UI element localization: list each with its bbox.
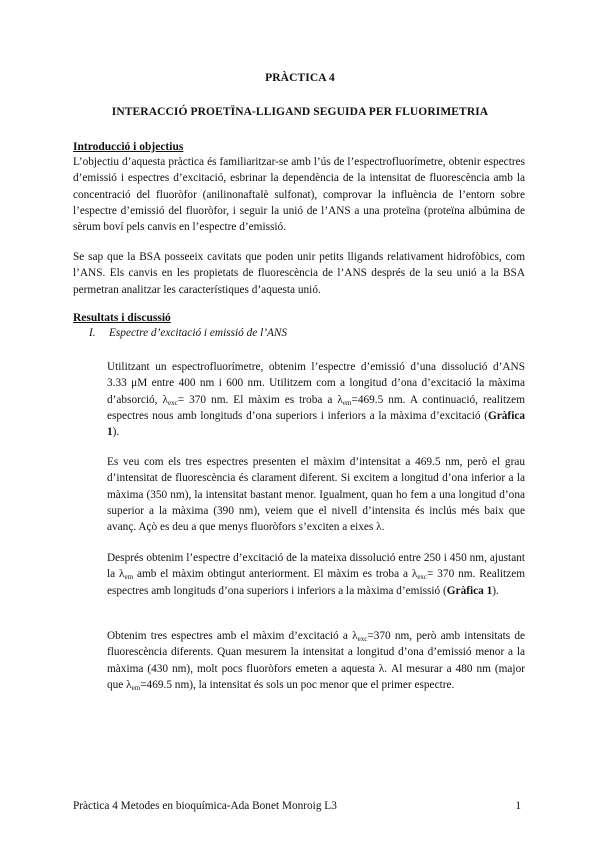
results-paragraph-1: Utilitzant un espectrofluorímetre, obtenim l’espectre d’emissió d’una dissolució d’ANS 3.33 μM entre 400 nm i 600 nm. Utilitzem com a longitud d’ona d’excitació la màxima d’absorció, $\lambda_{exc}= 370$ nm. El màxim es troba a $\lambda_{em}=469.5$ nm. A continuació, realitzem espectres nous amb longituds d’ona superiors i inferiors a la màxima d’excitació (Gràfica 1).: [107, 361, 525, 439]
document-subtitle: INTERACCIÓ PROETÏNA-LLIGAND SEGUIDA PER FLUORIMETRIA: [111, 106, 489, 118]
results-heading: Resultats i discussió: [73, 312, 171, 324]
section-title: Espectre d’excitació i emissió de l’ANS: [109, 327, 288, 339]
results-paragraph-3: Després obtenim l’espectre d’excitació de la mateixa dissolució entre 250 i 450 nm, ajustant la $\lambda_{em}$ amb el màxim obtingut anteriorment. El màxim es troba a $\lambda_{exc}= 370$ nm. Realitzem espectres amb longituds d’ona superiors i inferiors a la màxima d’emissió (Gràfica 1).: [107, 552, 525, 597]
results-paragraph-4: Obtenim tres espectres amb el màxim d’excitació a $\lambda_{exc}=370$ nm, però amb intensitats de fluorescència diferents. Quan mesurem la intensitat a longitud d’ona d’emissió menor a la màxima (430 nm), molt pocs fluoròfors emeten a aquesta λ. Al mesurar a 480 nm (major que $\lambda_{em}=469.5$ nm), la intensitat és sols un poc menor que el primer espectre.: [107, 630, 525, 692]
page-title: PRÀCTICA 4: [265, 72, 335, 84]
figure-reference: Gràfica 1: [107, 409, 525, 439]
results-paragraph-2: Es veu com els tres espectres presenten el màxim d’intensitat a 469.5 nm, però el grau d’intensitat de fluorescència és clarament diferent. Si excitem a longitud d’ona inferior a la màxima (350 nm), la intensitat bastant menor. Igualment, quan ho fem a una longitud d’ona superior a la màxima (390 nm), veiem que el nivell d’intensita és inclús més baix que avanç. Açò es deu a que menys fluoròfors s’exciten a eixes λ.: [107, 456, 525, 534]
intro-paragraph-2: Se sap que la BSA posseeix cavitats que poden unir petits lligands relativament hidrofòbics, com l’ANS. Els canvis en les propietats de fluorescència de l’ANS després de la seu unió a la BSA permetran analitzar les característiques d’aquesta unió.: [73, 251, 525, 296]
intro-heading: Introducció i objectius: [73, 141, 184, 153]
page-number: 1: [515, 800, 521, 812]
footer-text: Pràctica 4 Metodes en bioquímica-Ada Bonet Monroig L3: [73, 800, 337, 812]
page-footer: [73, 800, 525, 812]
section-number: I.: [89, 327, 96, 339]
section-heading: [89, 327, 287, 339]
intro-paragraph-1: L’objectiu d’aquesta pràctica és familiaritzar-se amb l’ús de l’espectrofluorímetre, obtenir espectres d’emissió i espectres d’excitació, esbrinar la dependència de la intensitat de fluorescència amb la concentració del fluoròfor (anilinonaftalè sulfonat), comprovar la influència de l’entorn sobre l’espectre d’emissió del fluoròfor, i seguir la unió de l’ANS a una proteïna (proteïna albúmina de sèrum boví pels canvis en l’espectre d’emissió.: [73, 156, 525, 234]
figure-reference: Gràfica 1: [446, 584, 493, 597]
